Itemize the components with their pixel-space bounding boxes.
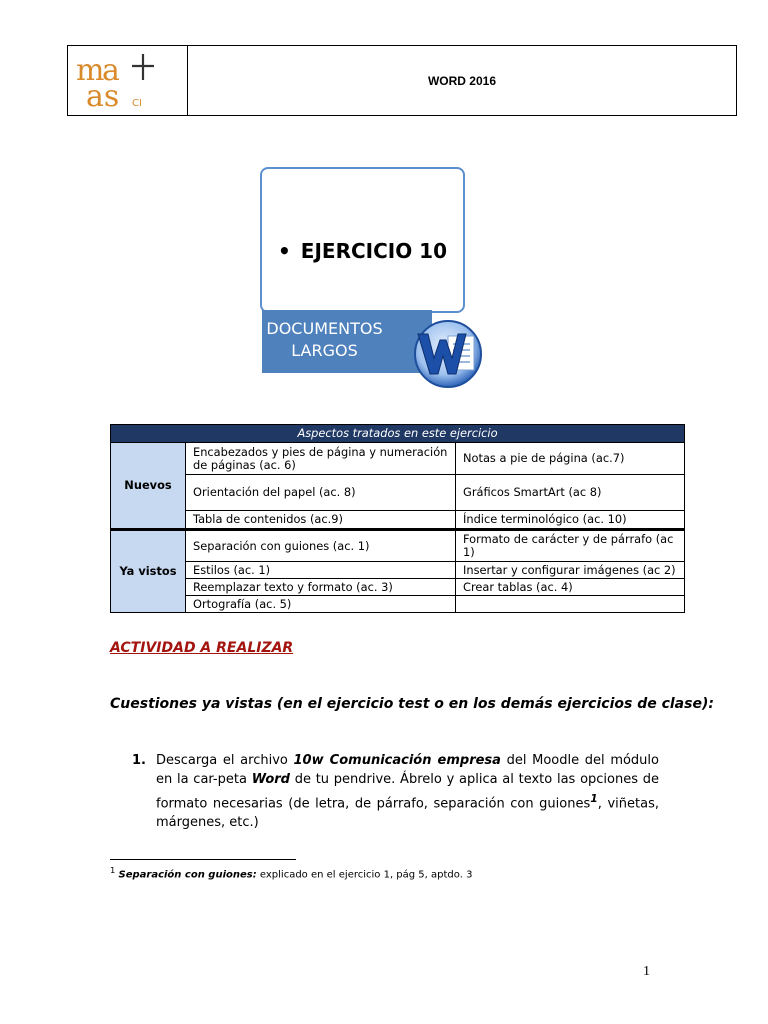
topic-banner	[262, 310, 432, 373]
table-cell: Índice terminológico (ac. 10)	[456, 511, 685, 530]
footnote-mark: 1	[110, 865, 116, 875]
word-logo-icon	[408, 318, 484, 390]
svg-text:as: as	[86, 79, 120, 114]
table-cell: Reemplazar texto y formato (ac. 3)	[186, 579, 456, 596]
folder-name: Word	[251, 772, 290, 787]
table-row	[111, 443, 685, 475]
questions-heading: Cuestiones ya vistas (en el ejercicio test o en los demás ejercicios de clase):	[110, 696, 714, 712]
topic-banner-line1: DOCUMENTOS	[266, 319, 383, 338]
exercise-card	[260, 167, 465, 313]
table-cell: Orientación del papel (ac. 8)	[186, 475, 456, 511]
table-cell: Estilos (ac. 1)	[186, 562, 456, 579]
table-row	[111, 530, 685, 562]
bullet-icon: •	[278, 239, 291, 263]
document-header	[67, 45, 737, 116]
group-label-nuevos: Nuevos	[111, 443, 186, 530]
group-label-ya-vistos: Ya vistos	[111, 530, 186, 613]
exercise-title	[262, 239, 463, 263]
footnote-separator	[110, 859, 296, 860]
table-row	[111, 579, 685, 596]
mas-ci-logo	[68, 46, 188, 115]
list-item	[132, 751, 659, 832]
list-item-text	[156, 751, 659, 832]
topic-banner-line2: LARGOS	[291, 341, 358, 360]
table-cell	[456, 596, 685, 613]
footnote-text: explicado en el ejercicio 1, pág 5, aptdo. 3	[256, 869, 473, 881]
page-number: 1	[643, 964, 650, 979]
svg-text:m: m	[76, 53, 105, 88]
table-cell: Ortografía (ac. 5)	[186, 596, 456, 613]
file-name: 10w Comunicación empresa	[293, 753, 501, 768]
text-run: Descarga el archivo	[156, 753, 294, 768]
footnote	[110, 865, 472, 880]
table-cell: Formato de carácter y de párrafo (ac 1)	[456, 530, 685, 562]
text-run: de tu pendrive. Ábrelo y aplica al texto las opciones de formato necesarias (de letra, de párrafo, separación con guiones	[156, 772, 659, 812]
table-cell: Gráficos SmartArt (ac 8)	[456, 475, 685, 511]
activity-heading: ACTIVIDAD A REALIZAR	[110, 640, 294, 656]
table-cell: Insertar y configurar imágenes (ac 2)	[456, 562, 685, 579]
table-row	[111, 511, 685, 530]
footnote-ref: 1	[590, 792, 598, 805]
exercise-title-text: EJERCICIO 10	[300, 239, 447, 263]
aspects-table	[110, 424, 685, 613]
text-run: , viñetas, márgenes, etc.)	[156, 796, 659, 831]
text-run: del Moodle del módulo en la car-peta	[156, 753, 659, 787]
mas-logo-icon	[68, 46, 186, 115]
table-row	[111, 475, 685, 511]
table-cell: Notas a pie de página (ac.7)	[456, 443, 685, 475]
aspects-table-header: Aspectos tratados en este ejercicio	[111, 425, 685, 443]
svg-text:a: a	[102, 53, 120, 88]
table-cell: Tabla de contenidos (ac.9)	[186, 511, 456, 530]
header-title: WORD 2016	[427, 73, 497, 88]
footnote-label: Separación con guiones:	[118, 869, 257, 881]
list-item-number: 1.	[132, 753, 146, 768]
table-row	[111, 596, 685, 613]
table-row	[111, 562, 685, 579]
table-cell: Encabezados y pies de página y numeración de páginas (ac. 6)	[186, 443, 456, 475]
svg-text:CI: CI	[132, 98, 142, 109]
table-cell: Crear tablas (ac. 4)	[456, 579, 685, 596]
table-cell: Separación con guiones (ac. 1)	[186, 530, 456, 562]
